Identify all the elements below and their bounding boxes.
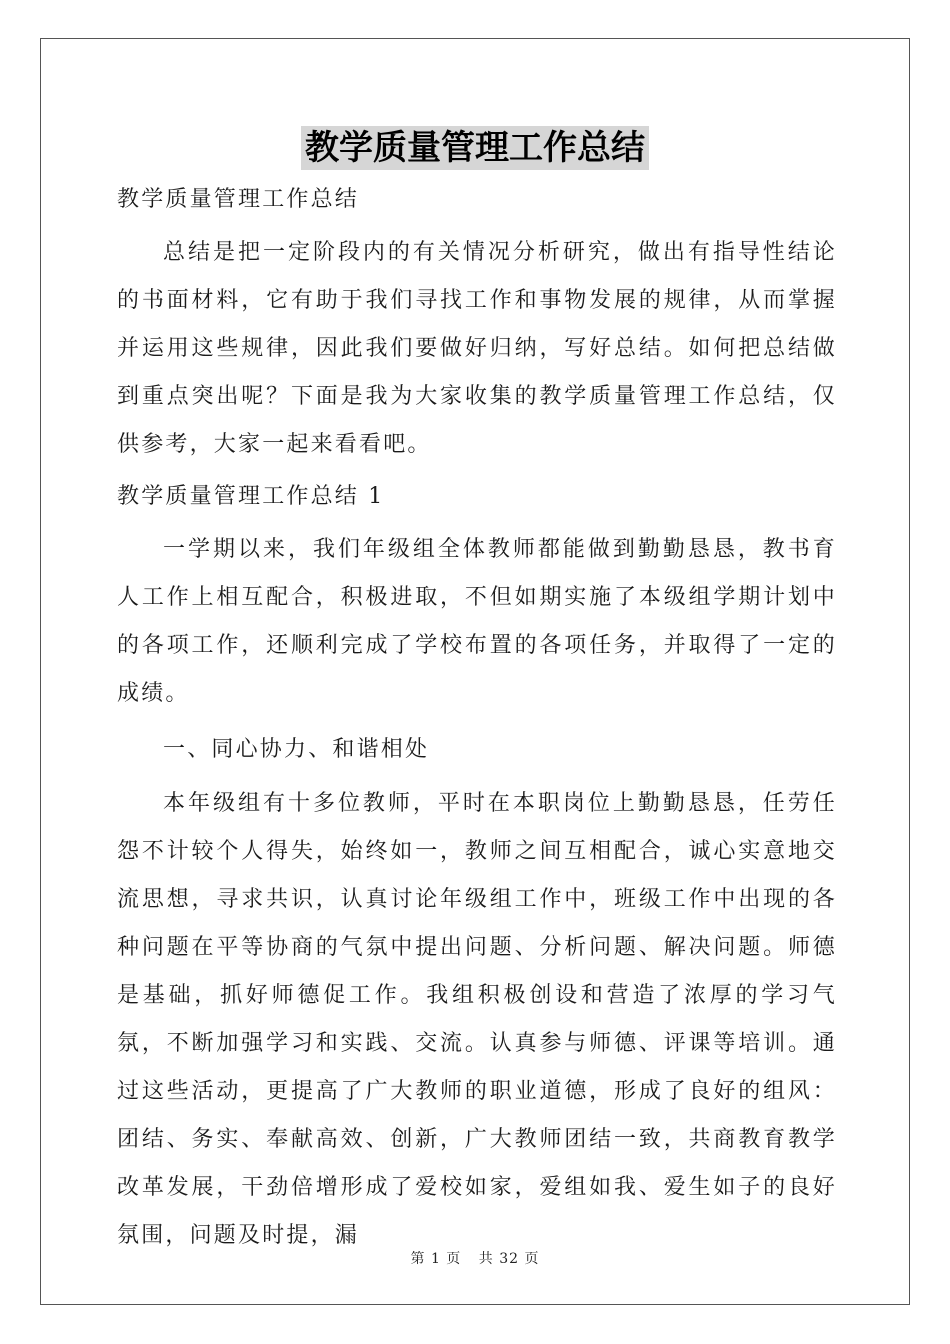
page-number-total: 共 32 页 <box>478 1251 540 1267</box>
document-subtitle: 教学质量管理工作总结 <box>117 187 360 212</box>
section-heading: 教学质量管理工作总结 1 <box>117 484 385 509</box>
intro-paragraph: 总结是把一定阶段内的有关情况分析研究，做出有指导性结论的书面材料，它有助于我们寻找工作和事物发展的规律，从而掌握并运用这些规律，因此我们要做好归纳，写好总结。如何把总结做到重点突出呢？下面是我为大家收集的教学质量管理工作总结，仅供参考，大家一起来看看吧。 <box>117 240 837 457</box>
body-paragraph-1: 一学期以来，我们年级组全体教师都能做到勤勤恳恳，教书育人工作上相互配合，积极进取，不但如期实施了本级组学期计划中的各项工作，还顺利完成了学校布置的各项任务，并取得了一定的成绩。 <box>117 537 837 706</box>
page-footer <box>0 1248 950 1268</box>
body-paragraph-2: 本年级组有十多位教师，平时在本职岗位上勤勤恳恳，任劳任怨不计较个人得失，始终如一，教师之间互相配合，诚心实意地交流思想，寻求共识，认真讨论年级组工作中，班级工作中出现的各种问题在平等协商的气氛中提出问题、分析问题、解决问题。师德是基础，抓好师德促工作。我组积极创设和营造了浓厚的学习气氛，不断加强学习和实践、交流。认真参与师德、评课等培训。通过这些活动，更提高了广大教师的职业道德，形成了良好的组风：团结、务实、奉献高效、创新，广大教师团结一致，共商教育教学改革发展，干劲倍增形成了爱校如家，爱组如我、爱生如子的良好氛围，问题及时提，漏 <box>117 791 837 1248</box>
document-title <box>0 126 950 170</box>
page-number-current: 第 1 页 <box>410 1251 462 1267</box>
document-title-text: 教学质量管理工作总结 <box>301 126 649 170</box>
section-item-1: 一、同心协力、和谐相处 <box>163 737 430 762</box>
document-body <box>117 180 837 1260</box>
